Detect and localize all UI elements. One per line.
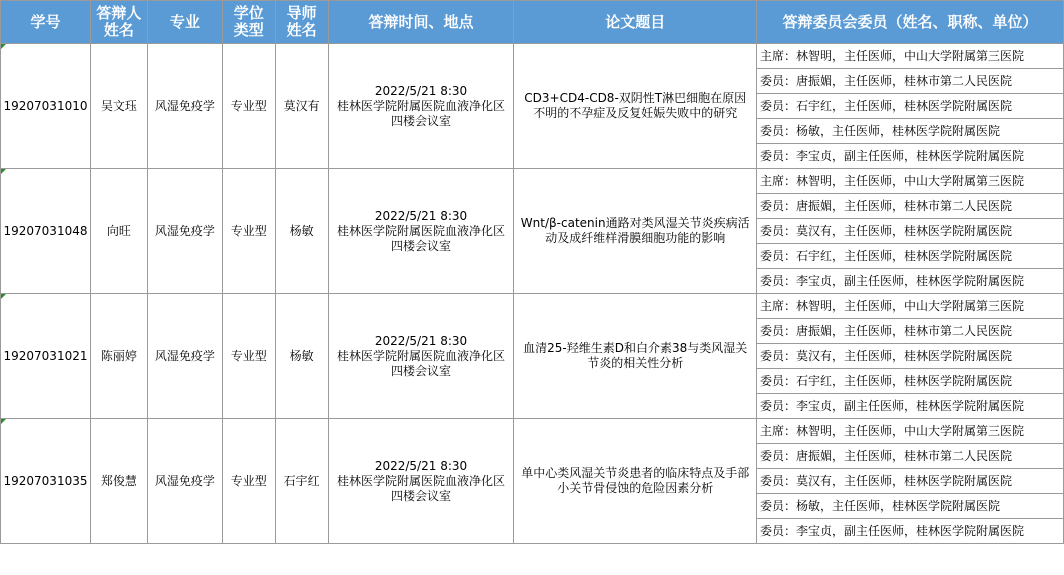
defense-location: 桂林医学院附属医院血液净化区四楼会议室 [336,348,505,378]
committee-member-cell[interactable]: 委员：莫汉有，主任医师，桂林医学院附属医院 [757,219,1064,244]
thesis-title-cell[interactable] [514,419,757,544]
student-id-cell[interactable]: 19207031048 [1,169,91,294]
time-location-cell[interactable] [328,294,514,419]
thesis-title-text: 单中心类风湿关节炎患者的临床特点及手部小关节骨侵蚀的危险因素分析 [521,466,750,495]
header-advisor-name[interactable]: 导师 姓名 [275,1,328,44]
student-id-cell[interactable]: 19207031035 [1,419,91,544]
advisor-name-cell[interactable]: 杨敏 [275,169,328,294]
defender-name-cell[interactable]: 向旺 [90,169,147,294]
thesis-title-cell[interactable] [514,169,757,294]
committee-member-cell[interactable]: 委员：唐振媚，主任医师，桂林市第二人民医院 [757,69,1064,94]
thesis-title-cell[interactable] [514,44,757,169]
header-degree-type[interactable]: 学位 类型 [222,1,275,44]
committee-member-cell[interactable]: 主席：林智明，主任医师，中山大学附属第三医院 [757,169,1064,194]
committee-member-cell[interactable]: 主席：林智明，主任医师，中山大学附属第三医院 [757,419,1064,444]
committee-member-cell[interactable]: 主席：林智明，主任医师，中山大学附属第三医院 [757,294,1064,319]
major-cell[interactable]: 风湿免疫学 [147,44,222,169]
time-location-cell[interactable] [328,169,514,294]
defender-name-cell[interactable]: 吴文珏 [90,44,147,169]
header-major[interactable]: 专业 [147,1,222,44]
committee-member-cell[interactable]: 委员：唐振媚，主任医师，桂林市第二人民医院 [757,444,1064,469]
committee-member-row [1,294,1064,319]
defense-location: 桂林医学院附属医院血液净化区四楼会议室 [336,98,505,128]
committee-member-cell[interactable]: 委员：莫汉有，主任医师，桂林医学院附属医院 [757,469,1064,494]
committee-member-cell[interactable]: 委员：唐振媚，主任医师，桂林市第二人民医院 [757,319,1064,344]
time-location-cell[interactable] [328,419,514,544]
defender-name-cell[interactable]: 陈丽婷 [90,294,147,419]
committee-member-cell[interactable]: 委员：杨敏，主任医师，桂林医学院附属医院 [757,494,1064,519]
header-time-location[interactable]: 答辩时间、地点 [328,1,514,44]
advisor-name-cell[interactable]: 石宇红 [275,419,328,544]
thesis-title-text: 血清25-羟维生素D和白介素38与类风湿关节炎的相关性分析 [523,341,748,370]
time-location-cell[interactable] [328,44,514,169]
thesis-title-text: CD3+CD4-CD8-双阴性T淋巴细胞在原因不明的不孕症及反复妊娠失败中的研究 [524,91,747,120]
committee-member-row [1,169,1064,194]
committee-member-cell[interactable]: 委员：李宝贞，副主任医师，桂林医学院附属医院 [757,269,1064,294]
thesis-title-text: Wnt/β-catenin通路对类风湿关节炎疾病活动及成纤维样滑膜细胞功能的影响 [520,216,750,245]
defense-time: 2022/5/21 8:30 [374,458,468,473]
major-cell[interactable]: 风湿免疫学 [147,294,222,419]
degree-type-cell[interactable]: 专业型 [222,169,275,294]
defender-name-cell[interactable]: 郑俊慧 [90,419,147,544]
header-row [1,1,1064,44]
committee-member-cell[interactable]: 委员：李宝贞，副主任医师，桂林医学院附属医院 [757,394,1064,419]
committee-member-row [1,44,1064,69]
committee-member-cell[interactable]: 委员：李宝贞，副主任医师，桂林医学院附属医院 [757,519,1064,544]
advisor-name-cell[interactable]: 杨敏 [275,294,328,419]
committee-member-cell[interactable]: 委员：石宇红，主任医师，桂林医学院附属医院 [757,369,1064,394]
defense-time: 2022/5/21 8:30 [374,333,468,348]
committee-member-cell[interactable]: 委员：石宇红，主任医师，桂林医学院附属医院 [757,94,1064,119]
committee-member-cell[interactable]: 主席：林智明，主任医师，中山大学附属第三医院 [757,44,1064,69]
defense-location: 桂林医学院附属医院血液净化区四楼会议室 [336,473,505,503]
defense-location: 桂林医学院附属医院血液净化区四楼会议室 [336,223,505,253]
student-id-cell[interactable]: 19207031021 [1,294,91,419]
header-student-id[interactable]: 学号 [1,1,91,44]
student-id-cell[interactable]: 19207031010 [1,44,91,169]
major-cell[interactable]: 风湿免疫学 [147,169,222,294]
committee-member-cell[interactable]: 委员：石宇红，主任医师，桂林医学院附属医院 [757,244,1064,269]
table-body [1,44,1064,544]
header-committee[interactable]: 答辩委员会委员（姓名、职称、单位） [757,1,1064,44]
degree-type-cell[interactable]: 专业型 [222,294,275,419]
committee-member-cell[interactable]: 委员：莫汉有，主任医师，桂林医学院附属医院 [757,344,1064,369]
advisor-name-cell[interactable]: 莫汉有 [275,44,328,169]
committee-member-row [1,419,1064,444]
defense-time: 2022/5/21 8:30 [374,208,468,223]
degree-type-cell[interactable]: 专业型 [222,419,275,544]
committee-member-cell[interactable]: 委员：杨敏，主任医师，桂林医学院附属医院 [757,119,1064,144]
committee-member-cell[interactable]: 委员：唐振媚，主任医师，桂林市第二人民医院 [757,194,1064,219]
committee-member-cell[interactable]: 委员：李宝贞，副主任医师，桂林医学院附属医院 [757,144,1064,169]
thesis-title-cell[interactable] [514,294,757,419]
defense-time: 2022/5/21 8:30 [374,83,468,98]
header-defender-name[interactable]: 答辩人 姓名 [90,1,147,44]
header-thesis-title[interactable]: 论文题目 [514,1,757,44]
major-cell[interactable]: 风湿免疫学 [147,419,222,544]
degree-type-cell[interactable]: 专业型 [222,44,275,169]
